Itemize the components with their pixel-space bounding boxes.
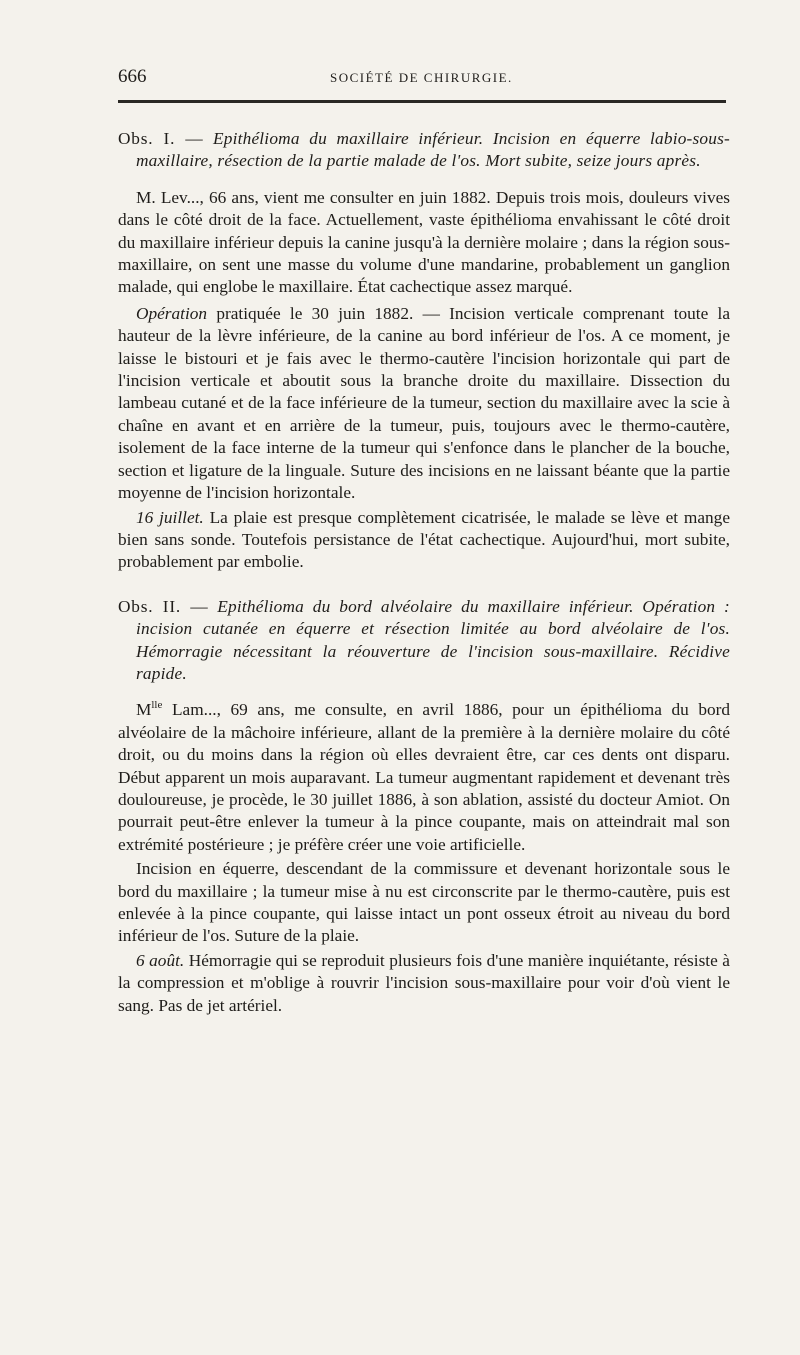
obs2-lead: Obs. II. — [118,596,209,616]
header-rule [118,100,726,103]
obs1-paragraph-2 [118,303,730,505]
obs2-title-text: Epithélioma du bord alvéolaire du maxillaire inférieur. Opération : incision cutanée en équerre et résection limitée au bord alvéolaire de l'os. Hémorragie nécessitant la réouverture de l'incision sous-maxillaire. Récidive rapide. [136,596,731,683]
obs1-title [118,128,730,173]
obs1-title-text: Epithélioma du maxillaire inférieur. Incision en équerre labio-sous-maxillaire, résection de la partie malade de l'os. Mort subite, seize jours après. [136,129,730,171]
page-header [118,66,728,96]
obs1-operation-text: pratiquée le 30 juin 1882. — Incision verticale comprenant toute la hauteur de la lèvre inférieure, de la canine au bord inférieur de l'os. A ce moment, je laisse le bistouri et je fais avec le thermo-cautère l'incision horizontale qui part de l'incision verticale et aboutit sous la branche droite du maxillaire. Dissection du lambeau cutané et de la face inférieure de la tumeur, section du maxillaire avec la scie à chaîne en avant et en arrière de la tumeur, puis, toujours avec le thermo-cautère, isolement de la face interne de la tumeur qui s'enfonce dans le plancher de la bouche, section et ligature de la linguale. Suture des incisions en ne laissant béante que la partie moyenne de l'incision horizontale. [118,303,731,503]
obs1-paragraph-3 [118,507,730,574]
obs2-paragraph-1 [118,699,730,856]
obs2-paragraph-1-text: Lam..., 69 ans, me consulte, en avril 1886, pour un épithélioma du bord alvéolaire de la mâchoire inférieure, allant de la première à la dernière molaire du côté droit, ou du moins dans la région où elles devraient être, car ces dents ont disparu. Début apparent un mois auparavant. La tumeur augmentant rapidement et devenant très douloureuse, je procède, le 30 juillet 1886, à son ablation, assisté du docteur Amiot. On pourrait peut-être enlever la tumeur à la pince coupante, mais on atteindrait mal son extrémité postérieure ; je préfère créer une voie artificielle. [118,700,730,854]
obs2-title [118,596,730,686]
obs2-paragraph-3 [118,950,730,1017]
obs2-date-text: Hémorragie qui se reproduit plusieurs fois d'une manière inquiétante, résiste à la compression et m'oblige à rouvrir l'incision sous-maxillaire pour voir d'où vient le sang. Pas de jet artériel. [118,950,730,1015]
obs1-date-label: 16 juillet. [136,507,204,527]
running-head: SOCIÉTÉ DE CHIRURGIE. [330,70,513,85]
page-number: 666 [118,66,147,87]
obs2-m: M [136,700,152,720]
obs1-lead: Obs. I. — [118,129,204,148]
obs2-sup: lle [151,699,163,712]
obs2-paragraph-2: Incision en équerre, descendant de la commissure et devenant horizontale sous le bord du maxillaire ; la tumeur mise à nu est circonscrite par le thermo-cautère, puis est enlevée à la pince coupante, qui laisse intact un pont osseux étroit au niveau du bord inférieur de l'os. Suture de la plaie. [118,859,730,946]
obs1-paragraph-1: M. Lev..., 66 ans, vient me consulter en juin 1882. Depuis trois mois, douleurs vives dans le côté droit de la face. Actuellement, vaste épithélioma envahissant le côté droit du maxillaire inférieur depuis la canine jusqu'à la dernière molaire ; dans la région sous-maxillaire, on sent une masse du volume d'une mandarine, probablement un ganglion malade, qui englobe le maxillaire. État cachectique assez marqué. [118,187,730,297]
obs1-operation-label: Opération [136,303,208,323]
obs1-date-text: La plaie est presque complètement cicatrisée, le malade se lève et mange bien sans sonde. Toutefois persistance de l'état cachectique. Aujourd'hui, mort subite, probablement par embolie. [118,507,730,572]
body-text [118,128,730,1017]
obs2-date-label: 6 août. [136,950,185,970]
